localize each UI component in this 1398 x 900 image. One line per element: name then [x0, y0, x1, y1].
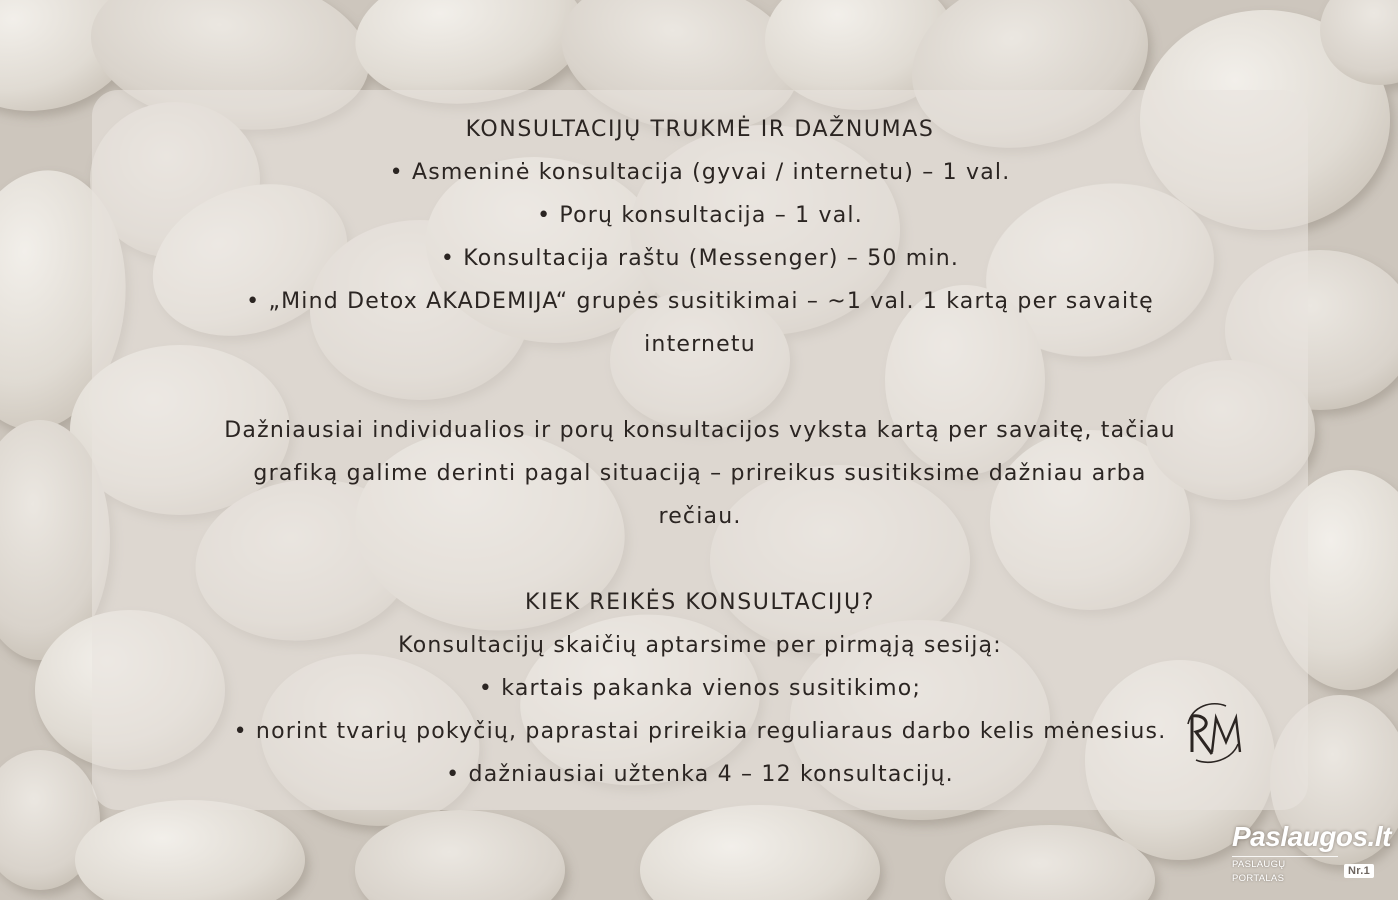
paslaugos-watermark — [1232, 821, 1391, 884]
watermark-brand: Paslaugos.lt — [1232, 821, 1391, 852]
count-intro: Konsultacijų skaičių aptarsime per pirmąją sesiją: — [398, 633, 1002, 658]
frequency-paragraph-line: Dažniausiai individualios ir porų konsultacijos vyksta kartą per savaitę, tačiau — [224, 418, 1176, 443]
duration-item: • „Mind Detox AKADEMIJA“ grupės susitikimai – ~1 val. 1 kartą per savaitę — [246, 289, 1154, 314]
watermark-subtitle-row — [1232, 856, 1374, 886]
frequency-paragraph-line: rečiau. — [658, 504, 742, 529]
duration-item: • Porų konsultacija – 1 val. — [537, 203, 863, 228]
duration-item: • Asmeninė konsultacija (gyvai / internetu) – 1 val. — [389, 160, 1011, 185]
frequency-paragraph-line: grafiką galime derinti pagal situaciją – prireikus susitiksime dažniau arba — [253, 461, 1147, 486]
duration-item-continuation: internetu — [644, 332, 756, 357]
watermark-subtitle: PASLAUGŲ PORTALAS — [1232, 856, 1338, 886]
section-duration-heading: KONSULTACIJŲ TRUKMĖ IR DAŽNUMAS — [465, 117, 935, 142]
section-count-heading: KIEK REIKĖS KONSULTACIJŲ? — [525, 590, 875, 615]
count-item: • dažniausiai užtenka 4 – 12 konsultacijų. — [446, 762, 954, 787]
duration-item: • Konsultacija raštu (Messenger) – 50 min. — [440, 246, 960, 271]
content-text — [120, 108, 1280, 796]
watermark-badge: Nr.1 — [1344, 864, 1374, 878]
count-item: • norint tvarių pokyčių, paprastai prireikia reguliaraus darbo kelis mėnesius. — [233, 719, 1167, 744]
count-item: • kartais pakanka vienos susitikimo; — [478, 676, 922, 701]
rm-monogram-icon — [1182, 698, 1244, 766]
